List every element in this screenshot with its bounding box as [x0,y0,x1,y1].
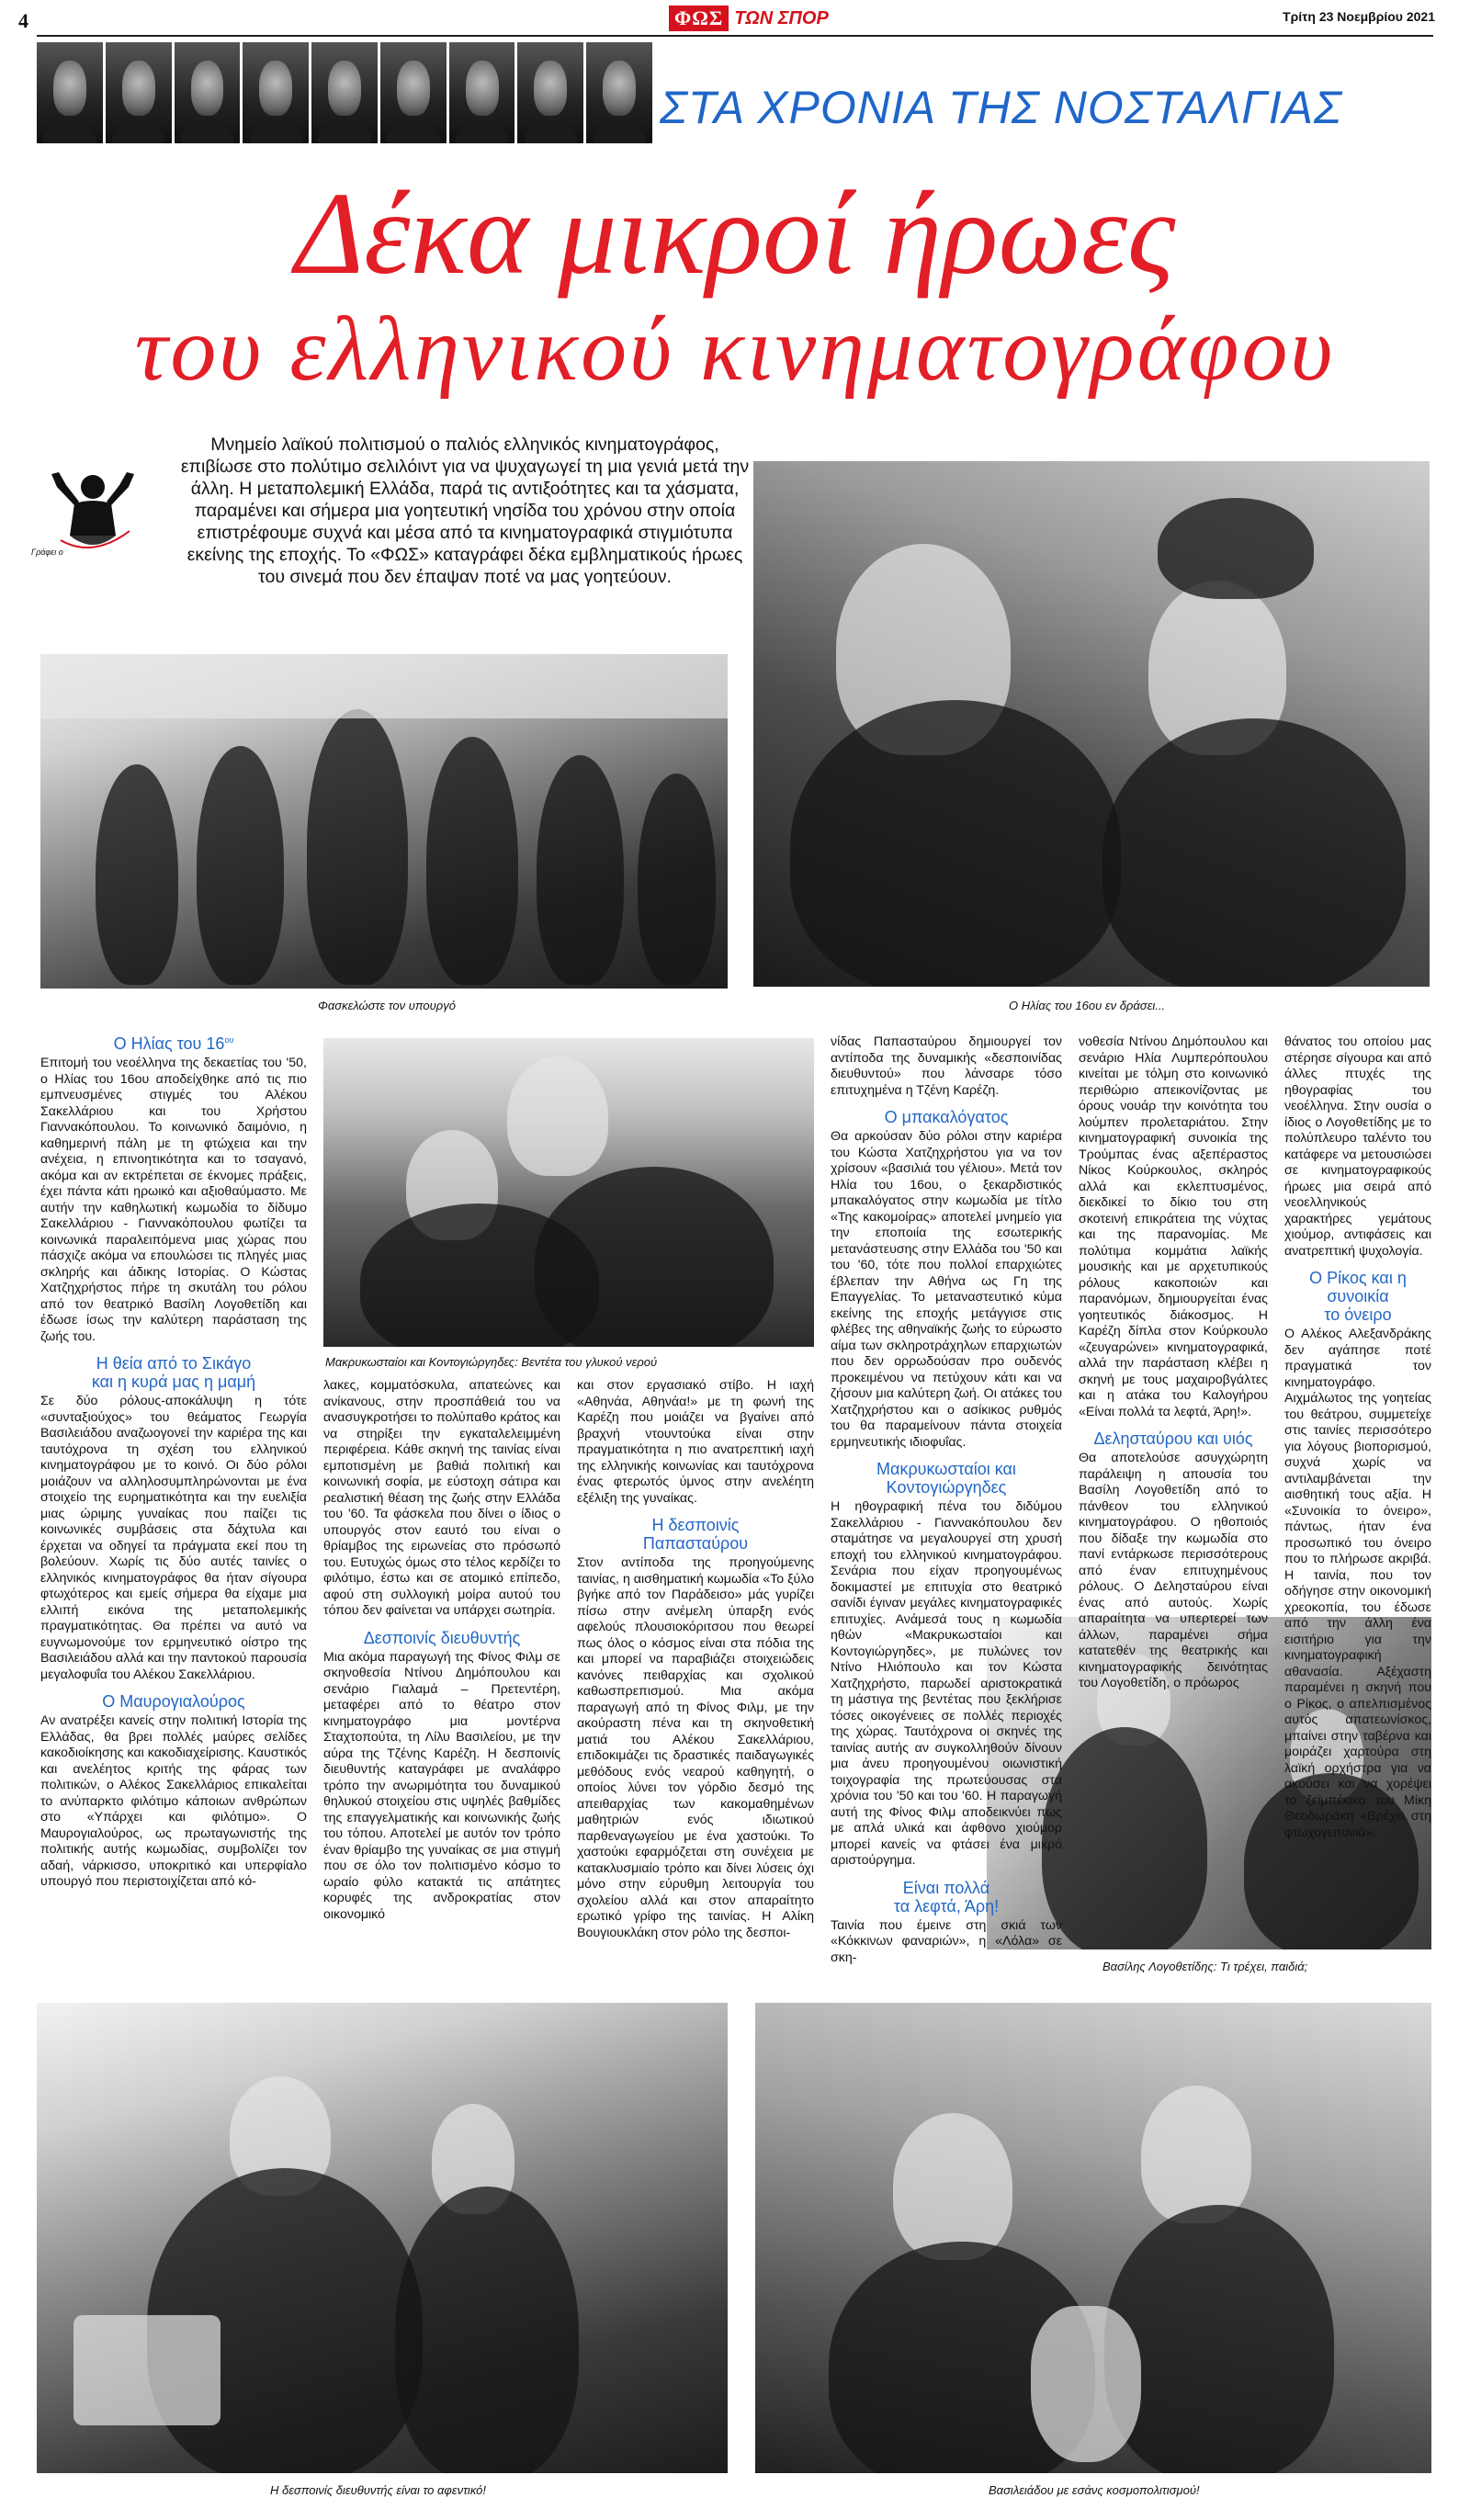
logo-mark: ΦΩΣ [669,6,729,31]
actor-portrait [449,42,515,143]
paragraph: Ο Αλέκος Αλεξανδράκης δεν αγάπησε ποτέ πραγματικά τον κινηματογράφο. Αιχμάλωτος της γοητείας του θεάτρου, συμμετείχε στις ταινίες περισσότερο για λόγους βιοπορισμού, συχνά χωρίς να αντιλαμβάνεται την αισθητική τους αξία. Η «Συνοικία το όνειρο», πάντως, ήταν ένα προσωπικό του όνειρο που το πλήρωσε ακριβά. Η ταινία, που τον οδήγησε στην οικονομική χρεοκοπία, του έδωσε από την άλλη ένα εισιτήριο για την κινηματογραφική αθανασία. Αξέχαστη παραμένει η σκηνή που ο Ρίκος, ο απελπισμένος αυτός απατεωνίσκος, μπαίνει στην ταβέρνα και μοιράζει χαρτούρα στη λαϊκή ορχήστρα για να ακούσει και να χορέψει το ζεϊμπέκικο του Μίκη Θεοδωράκη «Βρέχει στη φτωχογειτονιά». [1284,1327,1431,1840]
subhead-makrykostaioi [831,1460,1062,1497]
subhead-line: Παπασταύρου [642,1534,749,1553]
paragraph: Σε δύο ρόλους-αποκάλυψη η τότε «συνταξιούχος» του θεάματος Γεωργία Βασιλειάδου αναζωογονεί την καριέρα της και ταυτόχρονα τη σχέση του ελληνικού κινηματογράφου με το κοινό. Οι δύο ρόλοι μοιάζουν να αλληλοσυμπληρώνονται με ένα στοιχείο της ευρηματικότητα και την ευελιξία μιας ώριμης γυναίκας που παίζει τις κοινωνικές συμβάσεις στα δάχτυλα και έρχεται να οδηγεί τα πράγματα εκεί που τη βολεύουν. Χωρίς τις δύο αυτές ταινίες ο ελληνικός κινηματογράφος θα ήταν σίγουρα φτωχότερος και εμείς σήμερα θα είχαμε μια ελλιπή εικόνα της μεταπολεμικής πραγματικότητας. Θα πρέπει να αυτό να ευγνωμονούμε τον ερμηνευτικό οίστρο της Βασιλειάδου αλλά και την παντοκού παρουσία μεγαλοφυΐα του Αλέκου Σακελλάριου. [40,1394,307,1682]
subhead-despoinis-diefthyntis: Δεσποινίς διευθυντής [363,1628,521,1647]
subhead-line: Είναι πολλά [902,1878,990,1897]
photo-makrykostaioi [323,1038,814,1347]
paragraph: Μια ακόμα παραγωγή της Φίνος Φιλμ σε σκηνοθεσία Ντίνου Δημόπουλου και σενάριο Γιαλαμά – Πρετεντέρη, μεταφέρει από το θέατρο στον κινηματογράφο μια μοντέρνα Σταχτοπούτα, τη Λίλυ Βασιλείου, με την αύρα της Τζένης Καρέζη. Η δεσποινίς διευθυντής καταγράφει με αναλάφρο τρόπο την ανωριμότητα του δυναμικού θηλυκού στοιχείου στις υψηλές βαθμίδες της επαγγελματικής και κοινωνικής ζωής του τόπου. Αποτελεί με αυτόν τον τρόπο έναν θρίαμβο της γυναίκας σε μια στιγμή που σε όλο τον πολιτισμένο κόσμο το ωραίο φύλο κατακτά τις απάτητες κορυφές της ανδροκρατίας στον οικονομικό [323,1649,560,1922]
article-column-3 [577,1378,814,1941]
paragraph: θάνατος του οποίου μας στέρησε σίγουρα και από άλλες πτυχές της ηθογραφίας του νεοέλληνα. Στην ουσία ο ίδιος ο Λογοθετίδης με το πολύπλευρο ταλέντο του κατάφερε να μετουσιώσει σε κινηματογραφικούς ήρωες μια σειρά από νεοελληνικούς χαρακτήρες γεμάτους χιούμορ, αντιφάσεις και ανατρεπτική ψυχολογία. [1284,1034,1431,1259]
subhead-mavrogialouros: Ο Μαυρογιαλούρος [102,1692,245,1711]
paragraph: λακες, κομματόσκυλα, απατεώνες και ανίκανους, στην προσπάθειά του να ανασυγκροτήσει το πολύπαθο κράτος και να στηρίξει την εγκαταλελειμμένη περιφέρεια. Κάθε σκηνή της ταινίας είναι εμποτισμένη με βαθιά πολιτική και κοινωνική σοφία, με εύστοχη σάτιρα και ρεαλιστική θέαση της ζωής στην Ελλάδα του '60. Τα φάσκελα που δίνει ο ίδιος ο υπουργός στον εαυτό του είναι ο θρίαμβος της ειρωνείας στο πρόσωπό του. Ευτυχώς όμως στο τέλος κερδίζει το φιλότιμο, έστω και σε ατομικό επίπεδο, αφού στη συλλογική μοίρα αυτού του τόπου δεν φαίνεται να υπάρχει σωτηρία. [323,1378,560,1618]
subhead-line: Ο Ρίκος και η συνοικία [1309,1269,1407,1305]
subhead-line: Μακρυκωσταίοι και [876,1460,1016,1478]
paragraph: Η ηθογραφική πένα του διδύμου Σακελλάριου - Γιαννακόπουλου δεν σταμάτησε να μεγαλουργεί στη χρυσή εποχή του ελληνικού κινηματογράφου. Σενάρια που είχαν προηγουμένως δοκιμαστεί με επιτυχία στο θεατρικό σανίδι έγιναν μεγάλες κινηματογραφικές επιτυχίες. Ανάμεσά τους η κωμωδία ηθών «Μακρυκωσταίοι και Κοντογιώργηδες», με πυλώνες τον Ντίνο Ηλιόπουλο και τον Κώστα Χατζηχρήστο, παρωδεί αριστοκρατικά τη μάστιγα της βεντέτας που ξεκλήρισε τόσες οικογένειες σε πολλές περιοχές της χώρας. Ταυτόχρονα οι σκηνές της ταινίας αυτής αν συγκολληθούν δίνουν μια άνευ προηγουμένου οιωνιστική τοιχογραφία της πρωτεύουσας στα χρόνια του '50 και του '60. Η παραγωγή αυτή της Φίνος Φιλμ αποδεικνύει πως με απλά υλικά και άφθονο χιούμορ μπορεί κανείς να φτάσει ένα μικρό αριστούργημα. [831,1499,1062,1868]
article-intro: Μνημείο λαϊκού πολιτισμού ο παλιός ελληνικός κινηματογράφος, επιβίωσε στο πολύτιμο σελιλόιντ για να ψυχαγωγεί τη μια γενιά μετά την άλλη. Η μεταπολεμική Ελλάδα, παρά τις αντιξοότητες και τα χάσματα, παραμένει και σήμερα μια γοητευτική νησίδα του χρόνου στην οποία επιστρέφουμε συχνά και μέσα από τα κινηματογραφικά στιγμιότυπα εκείνης της εποχής. Το «ΦΩΣ» καταγράφει δέκα εμβληματικούς ήρωες του σινεμά που δεν έπαψαν ποτέ να μας γοητεύουν. [180,435,750,587]
section-banner-title: ΣΤΑ ΧΡΟΝΙΑ ΤΗΣ ΝΟΣΤΑΛΓΙΑΣ [660,82,1342,133]
logo-text: ΤΩΝ ΣΠΟΡ [734,7,829,28]
actor-portrait [517,42,583,143]
paragraph: Επιτομή του νεοέλληνα της δεκαετίας του '50, ο Ηλίας του 16ου αποδείχθηκε από τις πιο εμπνευσμένες στιγμές του Αλέκου Σακελλάριου και του Χρήστου Γιαννακόπουλου. Το κοινωνικό δαιμόνιο, η καθημερινή πάλη με τη φτώχεια και την ανέχεια, η επινοητικότητα και το τσαγανό, ακόμα και αν εκτρέπεται σε έκνομες πράξεις, έχει πάντα κάτι ηρωικό και αξιοθαύμαστο. Με αυτήν την καθηλωτική κωμωδία το δίδυμο Σακελλάριου - Γιαννακόπουλου φωτίζει τα κοινωνικά παραλειπόμενα μιας χώρας που πάσχιζε ακόμα να επουλώσει τις πληγές μιας σκληρής και άδικης Ιστορίας. Ο Κώστας Χατζηχρήστος πήρε τη σκυτάλη του ρόλου από τον θεατρικό Βασίλη Λογοθετίδη και έδωσε ίσως την καλύτερη παράσταση της ζωής του. [40,1056,307,1344]
page-number: 4 [18,9,28,32]
subhead-line: Η θεία από το Σικάγο [96,1354,252,1373]
article-column-4 [831,1034,1062,1966]
subhead-bakalogatos: Ο μπακαλόγατος [884,1108,1009,1126]
author-label: Γράφει ο [31,548,63,557]
masthead-rule [37,35,1433,37]
newspaper-logo [669,6,829,31]
paragraph: Ταινία που έμεινε στη σκιά των «Κόκκινων φαναριών», η «Λόλα» σε σκη- [831,1917,1062,1965]
article-column-6 [1284,1034,1431,1841]
paragraph: Στον αντίποδα της προηγούμενης ταινίας, η αισθηματική κωμωδία «Το ξύλο βγήκε από τον Παράδεισο» μάς γυρίζει πίσω στην ανέμελη ύπαρξη ενός αφελούς πλουσιοκόριτσου που θεωρεί πως όλος ο κόσμος είναι στα πόδια της και μπορεί να παραβιάζει στοιχειώδεις κανόνες πειθαρχίας και σχολικού καθωσπρεπισμού. Μια ακόμα παραγωγή από τη Φίνος Φιλμ, με την ακούραστη πένα και τη σκηνοθετική ματιά του Αλέκου Σακελλάριου, επιδοκιμάζει τις δραστικές παιδαγωγικές μεθόδους ενός νεαρού καθηγητή, ο οποίος λύνει τον γόρδιο δεσμό της απειθαρχίας των κακομαθημένων μαθητριών ενός ιδιωτικού παρθεναγωγείου με ένα χαστούκι. Το χαστούκι εφαρμόζεται στη συνέχεια με κατακλυσμιαίο τρόπο και δίνει λύσεις όχι μόνο στην εύρυθμη λειτουργία του σχολείου αλλά και στον απαραίτητο ερωτικό γρίφο της ταινίας. Η Αλίκη Βουγιουκλάκη στον ρόλο της δεσποι- [577,1555,814,1940]
headline-line-2: του ελληνικού κινηματογράφου [134,298,1336,400]
subhead-line: το όνειρο [1324,1305,1392,1324]
actor-portrait [37,42,103,143]
caption-photo5: Η δεσποινίς διευθυντής είναι το αφεντικό! [270,2483,487,2497]
paragraph: νοθεσία Ντίνου Δημόπουλου και σενάριο Ηλία Λυμπερόπουλου κινείται με τόλμη στο κοινωνικό περιθώριο απεικονίζοντας με όρους νουάρ την κοινότητα του λούμπεν προλεταριάτου. Στην κινηματογραφική συνοικία της Τρούμπας ένας αξεπέραστος Νίκος Κούρκουλος, σκληρός αλλά και εκλεπτυσμένος, διεκδικεί το δίκιο του στη σκοτεινή επικράτεια της νύχτας και της παρανομίας. Με πολύτιμα κομμάτια λαϊκής μουσικής και με αρχετυπικούς ρόλους κακοποιών και παρανόμων, δημιουργείται ένας γοητευτικός διάκοσμος. Η Καρέζη δίπλα στον Κούρκουλο «ζευγαρώνει» κινηματογραφικά, αλλά την παράσταση κλέβει η σκηνή με τους μαχαιροβγάλτες και η ατάκα του Καλογήρου «Είναι πολλά τα λεφτά, Άρη!». [1079,1034,1268,1419]
photo-vasileiadou [755,2003,1431,2473]
caption-photo1: Φασκελώστε τον υπουργό [318,999,456,1012]
paragraph: Αν ανατρέξει κανείς στην πολιτική Ιστορία της Ελλάδας, θα βρει πολλές μαύρες σελίδες κακοδιοίκησης και κακοδιαχείρισης. Καυστικός και ανελέητος κριτής της φάρας των πολιτικών, ο Αλέκος Σακελλάριος επικαλείται το ανύπαρκτο φιλότιμο κάποιων ανθρώπων στο «Υπάρχει και φιλότιμο». Ο Μαυρογιαλούρος, ως πρωταγωνιστής της πολιτικής αυτής κωμωδίας, συμβολίζει τον αδαή, νάρκισσο, υποκριτικό και υπερφίαλο υπουργό που περιστοιχίζεται από κό- [40,1713,307,1889]
actor-portrait [311,42,378,143]
photo-ilias-16 [753,461,1430,987]
paragraph: Θα αρκούσαν δύο ρόλοι στην καριέρα του Κώστα Χατζηχρήστου για να τον χρίσουν «βασιλιά του γέλιου». Μετά τον Ηλία του 16ου, ο ξεκαρδιστικός μπακαλόγατος στην κωμωδία με τίτλο «Της κακομοίρας» αποτελεί μνημείο για την εποποιία της εσωτερικής μετανάστευσης στην Ελλάδα του '50 και του '60, τότε που πολλοί επαρχιώτες έβλεπαν την Αθήνα ως Γη της Επαγγελίας. Το μεταναστευτικό κύμα εκείνης της εποχής μετάγγισε στις φλέβες της αθηναϊκής ζωής το εύρωστο αίμα των σκληροτράχηλων επαρχιωτών που δεν ορρωδούσαν προ ουδενός προκειμένου να πετύχουν κάτι και να ζήσουν μια καλύτερη ζωή. Οι ατάκες του Χατζηχρήστου και ο ασίκικος ρυθμός του θα παραμείνουν πάντα στοιχεία ερμηνευτικής ιδιοφυΐας. [831,1129,1062,1450]
actor-portrait [586,42,652,143]
subhead-line: Η δεσποινίς [651,1516,740,1534]
subhead-theia [40,1354,307,1391]
caption-photo2: Ο Ηλίας του 16ου εν δράσει... [1009,999,1166,1012]
headline-line-1: Δέκα μικροί ήρωες [294,168,1176,299]
actor-portrait [106,42,172,143]
photo-despoinis-diefthyntis [37,2003,728,2473]
caption-photo4: Βασίλης Λογοθετίδης: Τι τρέχει, παιδιά; [1102,1960,1308,1973]
caption-photo3: Μακρυκωσταίοι και Κοντογιώργηδες: Βεντέτα του γλυκού νερού [325,1355,658,1369]
article-column-1 [40,1034,307,1891]
caption-photo6: Βασιλειάδου με εσάνς κοσμοπολιτισμού! [989,2483,1200,2497]
paragraph: και στον εργασιακό στίβο. Η ιαχή «Αθηνάα, Αθηνάα!» με τη φωνή της Καρέζη που μοιάζει να βγαίνει από βραχνή ντουντούκα είναι στην πραγματικότητα η πιο ανατρεπτική ιαχή της ελληνικής κοινωνίας και ταυτόχρονα ένας φτερωτός ύμνος στην ανελέητη εξέλιξη της γυναίκας. [577,1378,814,1506]
author-illustration [42,467,143,559]
subhead-papastavrou [577,1516,814,1553]
article-column-2 [323,1378,560,1923]
actor-portrait [380,42,447,143]
actors-portrait-strip [37,42,652,143]
issue-date: Τρίτη 23 Νοεμβρίου 2021 [1283,9,1435,24]
subhead-line: τα λεφτά, Άρη! [893,1896,1000,1915]
paragraph: Θα αποτελούσε ασυγχώρητη παράλειψη η απουσία του Βασίλη Λογοθετίδη από το πάνθεον του ελληνικού κινηματογράφου. Ο ηθοποιός που δίδαξε την κωμωδία στο πανί εντάρκωσε περισσότερους από έναν επιτυχημένους ρόλους. Ο Δελησταύρου είναι ένας από αυτούς. Χωρίς απαραίτητα να υπερτερεί των άλλων, παραμένει σήμα κατατεθέν της θεατρικής και κινηματογραφικής δεινότητας του Λογοθετίδη, ο πρόωρος [1079,1451,1268,1690]
actor-portrait [175,42,241,143]
article-column-5 [1079,1034,1268,1692]
subhead-ilias: Ο Ηλίας του $16^{o\upsilon}$ [113,1034,234,1053]
actor-portrait [243,42,309,143]
subhead-line: και η κυρά μας η μαμή [91,1373,256,1391]
subhead-line: Κοντογιώργηδες [886,1478,1007,1497]
subhead-einai-polla [831,1879,1062,1915]
subhead-rikos [1284,1269,1431,1324]
subhead-delistavrou: Δελησταύρου και υιός [1093,1430,1253,1448]
superscript: ου [224,1035,234,1045]
paragraph: νίδας Παπασταύρου δημιουργεί τον αντίποδα της δυναμικής «δεσποινίδας διευθυντού» που λάνσαρε τόσο επιτυχημένα η Τζένη Καρέζη. [831,1034,1062,1098]
photo-fasceloste [40,654,728,989]
